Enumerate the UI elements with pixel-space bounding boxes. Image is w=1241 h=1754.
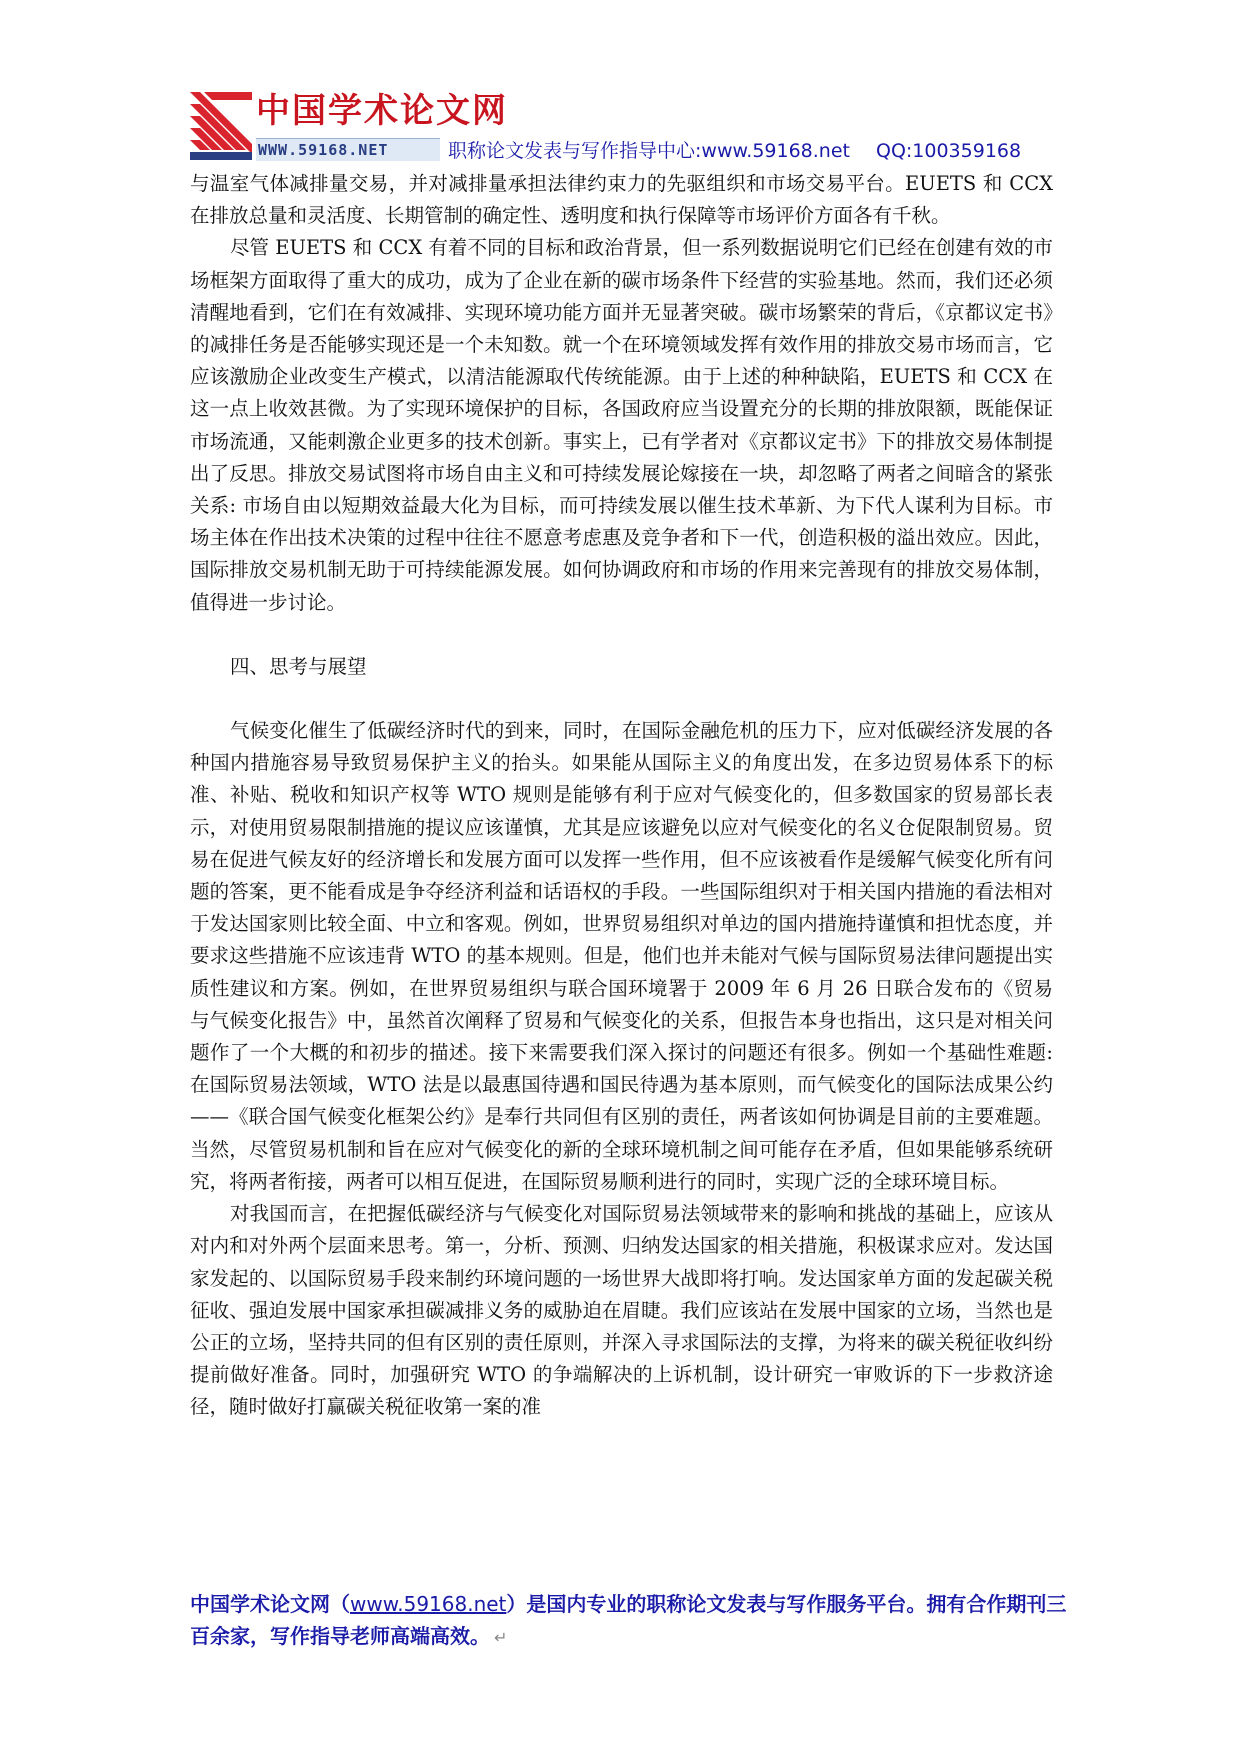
page-header (190, 88, 1090, 168)
paragraph-3: 气候变化催生了低碳经济时代的到来，同时，在国际金融危机的压力下，应对低碳经济发展的各种国内措施容易导致贸易保护主义的抬头。如果能从国际主义的角度出发，在多边贸易体系下的标准、补贴、税收和知识产权等 WTO 规则是能够有利于应对气候变化的，但多数国家的贸易部长表示，对使用贸易限制措施的提议应该谨慎，尤其是应该避免以应对气候变化的名义仓促限制贸易。贸易在促进气候友好的经济增长和发展方面可以发挥一些作用，但不应该被看作是缓解气候变化所有问题的答案，更不能看成是争夺经济利益和话语权的手段。一些国际组织对于相关国内措施的看法相对于发达国家则比较全面、中立和客观。例如，世界贸易组织对单边的国内措施持谨慎和担忧态度，并要求这些措施不应该违背 WTO 的基本规则。但是，他们也并未能对气候与国际贸易法律问题提出实质性建议和方案。例如，在世界贸易组织与联合国环境署于 2009 年 6 月 26 日联合发布的《贸易与气候变化报告》中，虽然首次阐释了贸易和气候变化的关系，但报告本身也指出，这只是对相关问题作了一个大概的和初步的描述。接下来需要我们深入探讨的问题还有很多。例如一个基础性难题: 在国际贸易法领域，WTO 法是以最惠国待遇和国民待遇为基本原则，而气候变化的国际法成果公约——《联合国气候变化框架公约》是奉行共同但有区别的责任，两者该如何协调是目前的主要难题。当然，尽管贸易机制和旨在应对气候变化的新的全球环境机制之间可能存在矛盾，但如果能够系统研究，将两者衔接，两者可以相互促进，在国际贸易顺利进行的同时，实现广泛的全球环境目标。 (190, 719, 1053, 1193)
page-footer (190, 1588, 1070, 1654)
article-body (190, 168, 1053, 1424)
paragraph-2: 尽管 EUETS 和 CCX 有着不同的目标和政治背景，但一系列数据说明它们已经在创建有效的市场框架方面取得了重大的成功，成为了企业在新的碳市场条件下经营的实验基地。然而，我们还必须清醒地看到，它们在有效减排、实现环境功能方面并无显著突破。碳市场繁荣的背后，《京都议定书》的减排任务是否能够实现还是一个未知数。就一个在环境领域发挥有效作用的排放交易市场而言，它应该激励企业改变生产模式，以清洁能源取代传统能源。由于上述的种种缺陷，EUETS 和 CCX 在这一点上收效甚微。为了实现环境保护的目标，各国政府应当设置充分的长期的排放限额，既能保证市场流通，又能刺激企业更多的技术创新。事实上，已有学者对《京都议定书》下的排放交易体制提出了反思。排放交易试图将市场自由主义和可持续发展论嫁接在一块，却忽略了两者之间暗含的紧张关系: 市场自由以短期效益最大化为目标，而可持续发展以催生技术革新、为下代人谋利为目标。市场主体在作出技术决策的过程中往往不愿意考虑惠及竞争者和下一代，创造积极的溢出效应。因此，国际排放交易机制无助于可持续能源发展。如何协调政府和市场的作用来完善现有的排放交易体制，值得进一步讨论。 (190, 236, 1053, 614)
paragraph-4: 对我国而言，在把握低碳经济与气候变化对国际贸易法领域带来的影响和挑战的基础上，应该从对内和对外两个层面来思考。第一，分析、预测、归纳发达国家的相关措施，积极谋求应对。发达国家发起的、以国际贸易手段来制约环境问题的一场世界大战即将打响。发达国家单方面的发起碳关税征收、强迫发展中国家承担碳减排义务的威胁迫在眉睫。我们应该站在发展中国家的立场，当然也是公正的立场，坚持共同的但有区别的责任原则，并深入寻求国际法的支撑，为将来的碳关税征收纠纷提前做好准备。同时，加强研究 WTO 的争端解决的上诉机制，设计研究一审败诉的下一步救济途径，随时做好打赢碳关税征收第一案的准 (190, 1202, 1053, 1419)
footer-text-post: ）是国内专业的职称论文发表与写作服务平台。拥有合作期刊三百余家，写作指导老师高端高效。 (190, 1592, 1067, 1648)
paragraph-return-icon: ↵ (494, 1628, 508, 1647)
logo-stripes-icon (190, 88, 252, 160)
logo-url: WWW.59168.NET (258, 141, 389, 159)
section-heading: 四、思考与展望 (230, 654, 367, 678)
tagline-center-name: 职称论文发表与写作指导中心: (448, 140, 702, 162)
logo-url-bar (256, 138, 440, 161)
paragraph-1: 与温室气体减排量交易，并对减排量承担法律约束力的先驱组织和市场交易平台。EUETS 和 CCX 在排放总量和灵活度、长期管制的确定性、透明度和执行保障等市场评价方面各有千秋。 (190, 172, 1053, 228)
footer-text-pre: 中国学术论文网（ (190, 1592, 350, 1616)
header-tagline (448, 140, 1021, 162)
tagline-qq: QQ:100359168 (875, 140, 1022, 162)
footer-site-link[interactable]: www.59168.net (350, 1592, 507, 1616)
logo-wordmark: 中国学术论文网 (256, 91, 508, 131)
tagline-site-link[interactable]: www.59168.net (701, 140, 850, 162)
